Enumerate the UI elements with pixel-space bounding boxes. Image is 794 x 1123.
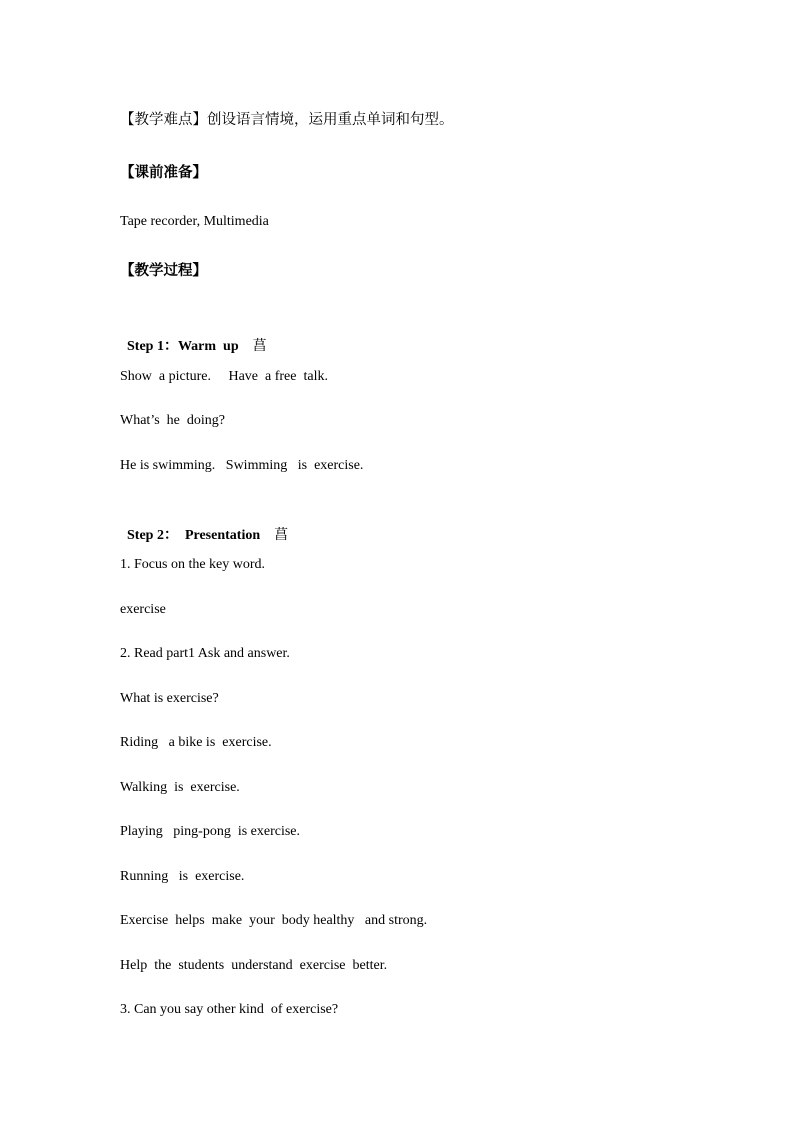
process-heading: 【教学过程】 [120,263,207,279]
prep-text: Tape recorder, Multimedia [120,214,269,229]
step2-line-4: What is exercise? [120,691,219,706]
step2-line-6: Walking is exercise. [120,780,240,795]
step2-line-7: Playing ping-pong is exercise. [120,824,301,839]
step1-line-1: Show a picture. Have a free talk. [120,369,328,384]
step2-line-8: Running is exercise. [120,869,245,884]
step2-line-2: exercise [120,602,166,617]
step2-line-1: 1. Focus on the key word. [120,557,266,572]
step2-line-9: Exercise helps make your body healthy and strong. [120,913,428,928]
step2-title [120,508,288,545]
prep-heading: 【课前准备】 [120,165,207,181]
step2-line-10: Help the students understand exercise better. [120,958,388,973]
step1-mark: 菖 [252,338,267,354]
step1-title-text: Step 1：Warm up [127,339,239,354]
step2-title-text: Step 2： Presentation [127,528,261,543]
step1-title [120,319,267,356]
step1-line-3: He is swimming. Swimming is exercise. [120,458,364,473]
step1-line-2: What’s he doing? [120,413,225,428]
step2-line-5: Riding a bike is exercise. [120,735,272,750]
step2-line-3: 2. Read part1 Ask and answer. [120,646,290,661]
teaching-difficulty: 【教学难点】创设语言情境，运用重点单词和句型。 [120,112,454,128]
step2-line-11: 3. Can you say other kind of exercise? [120,1002,339,1017]
step2-mark: 菖 [274,527,289,543]
